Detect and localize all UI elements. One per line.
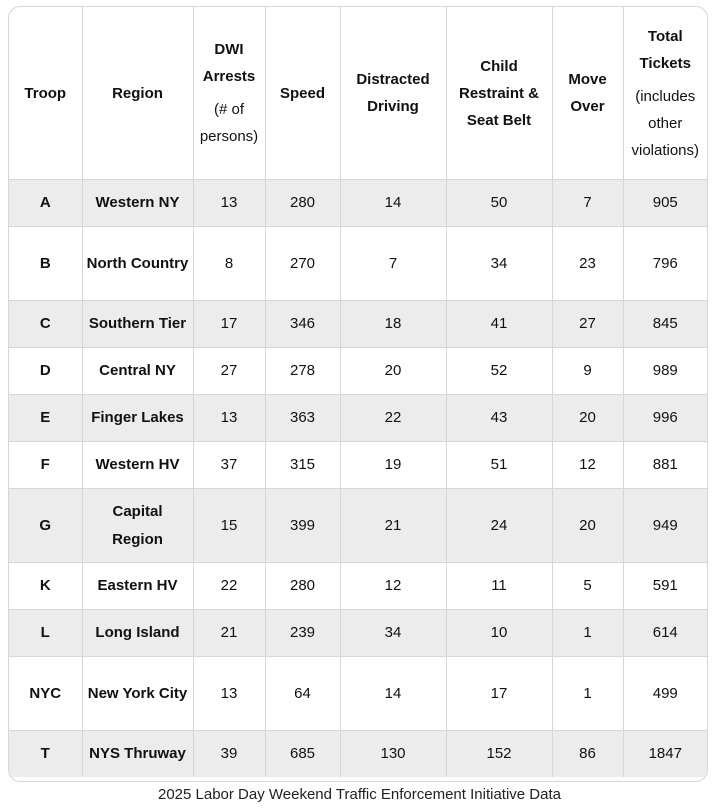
header-dwi-sub: (# of persons) xyxy=(199,101,259,145)
speed-cell: 64 xyxy=(265,657,340,731)
distracted-cell: 20 xyxy=(340,348,446,395)
troop-cell: T xyxy=(9,731,82,778)
move-over-cell: 20 xyxy=(552,395,623,442)
total-cell: 614 xyxy=(623,610,707,657)
dwi-cell: 17 xyxy=(193,301,265,348)
header-troop: Troop xyxy=(9,7,82,180)
move-over-cell: 9 xyxy=(552,348,623,395)
enforcement-table xyxy=(9,7,707,777)
child-restraint-cell: 17 xyxy=(446,657,552,731)
speed-cell: 280 xyxy=(265,180,340,227)
header-dwi-main: DWI Arrests xyxy=(202,41,256,85)
table-row xyxy=(9,395,707,442)
header-region: Region xyxy=(82,7,193,180)
distracted-cell: 19 xyxy=(340,442,446,489)
table-row xyxy=(9,563,707,610)
move-over-cell: 23 xyxy=(552,227,623,301)
table-row xyxy=(9,180,707,227)
total-cell: 499 xyxy=(623,657,707,731)
move-over-cell: 7 xyxy=(552,180,623,227)
child-restraint-cell: 51 xyxy=(446,442,552,489)
region-cell: North Country xyxy=(82,227,193,301)
table-row xyxy=(9,489,707,563)
child-restraint-cell: 24 xyxy=(446,489,552,563)
region-cell: New York City xyxy=(82,657,193,731)
child-restraint-cell: 10 xyxy=(446,610,552,657)
total-cell: 989 xyxy=(623,348,707,395)
distracted-cell: 7 xyxy=(340,227,446,301)
region-cell: NYS Thruway xyxy=(82,731,193,778)
header-total-tickets xyxy=(623,7,707,180)
dwi-cell: 13 xyxy=(193,180,265,227)
dwi-cell: 37 xyxy=(193,442,265,489)
header-distracted-driving: Distracted Driving xyxy=(340,7,446,180)
child-restraint-cell: 11 xyxy=(446,563,552,610)
child-restraint-cell: 43 xyxy=(446,395,552,442)
move-over-cell: 20 xyxy=(552,489,623,563)
troop-cell: L xyxy=(9,610,82,657)
child-restraint-cell: 152 xyxy=(446,731,552,778)
troop-cell: B xyxy=(9,227,82,301)
dwi-cell: 39 xyxy=(193,731,265,778)
region-cell: Western NY xyxy=(82,180,193,227)
distracted-cell: 18 xyxy=(340,301,446,348)
distracted-cell: 22 xyxy=(340,395,446,442)
total-cell: 949 xyxy=(623,489,707,563)
dwi-cell: 15 xyxy=(193,489,265,563)
speed-cell: 239 xyxy=(265,610,340,657)
move-over-cell: 1 xyxy=(552,657,623,731)
header-dwi-arrests xyxy=(193,7,265,180)
dwi-cell: 22 xyxy=(193,563,265,610)
total-cell: 996 xyxy=(623,395,707,442)
header-total-sub: (includes other violations) xyxy=(631,87,700,159)
distracted-cell: 14 xyxy=(340,180,446,227)
region-cell: Western HV xyxy=(82,442,193,489)
distracted-cell: 21 xyxy=(340,489,446,563)
table-row xyxy=(9,301,707,348)
dwi-cell: 27 xyxy=(193,348,265,395)
move-over-cell: 27 xyxy=(552,301,623,348)
region-cell: Central NY xyxy=(82,348,193,395)
total-cell: 591 xyxy=(623,563,707,610)
troop-cell: C xyxy=(9,301,82,348)
speed-cell: 270 xyxy=(265,227,340,301)
distracted-cell: 130 xyxy=(340,731,446,778)
troop-cell: K xyxy=(9,563,82,610)
troop-cell: NYC xyxy=(9,657,82,731)
total-cell: 905 xyxy=(623,180,707,227)
move-over-cell: 86 xyxy=(552,731,623,778)
troop-cell: A xyxy=(9,180,82,227)
total-cell: 1847 xyxy=(623,731,707,778)
troop-cell: E xyxy=(9,395,82,442)
table-row xyxy=(9,348,707,395)
region-cell: Finger Lakes xyxy=(82,395,193,442)
dwi-cell: 8 xyxy=(193,227,265,301)
header-speed: Speed xyxy=(265,7,340,180)
table-row xyxy=(9,657,707,731)
total-cell: 796 xyxy=(623,227,707,301)
region-cell: Long Island xyxy=(82,610,193,657)
total-cell: 845 xyxy=(623,301,707,348)
region-cell: Capital Region xyxy=(82,489,193,563)
troop-cell: D xyxy=(9,348,82,395)
move-over-cell: 1 xyxy=(552,610,623,657)
dwi-cell: 13 xyxy=(193,395,265,442)
region-cell: Southern Tier xyxy=(82,301,193,348)
table-row xyxy=(9,610,707,657)
speed-cell: 399 xyxy=(265,489,340,563)
distracted-cell: 12 xyxy=(340,563,446,610)
speed-cell: 685 xyxy=(265,731,340,778)
child-restraint-cell: 50 xyxy=(446,180,552,227)
table-caption: 2025 Labor Day Weekend Traffic Enforcement Initiative Data xyxy=(157,786,561,803)
speed-cell: 346 xyxy=(265,301,340,348)
move-over-cell: 12 xyxy=(552,442,623,489)
child-restraint-cell: 52 xyxy=(446,348,552,395)
troop-cell: F xyxy=(9,442,82,489)
header-child-restraint: Child Restraint & Seat Belt xyxy=(446,7,552,180)
table-row xyxy=(9,442,707,489)
header-row xyxy=(9,7,707,180)
move-over-cell: 5 xyxy=(552,563,623,610)
troop-cell: G xyxy=(9,489,82,563)
speed-cell: 278 xyxy=(265,348,340,395)
child-restraint-cell: 41 xyxy=(446,301,552,348)
total-cell: 881 xyxy=(623,442,707,489)
distracted-cell: 14 xyxy=(340,657,446,731)
table-row xyxy=(9,227,707,301)
enforcement-table-container xyxy=(8,6,708,782)
dwi-cell: 21 xyxy=(193,610,265,657)
header-move-over: Move Over xyxy=(552,7,623,180)
header-total-main: Total Tickets xyxy=(639,27,691,72)
distracted-cell: 34 xyxy=(340,610,446,657)
speed-cell: 280 xyxy=(265,563,340,610)
region-cell: Eastern HV xyxy=(82,563,193,610)
dwi-cell: 13 xyxy=(193,657,265,731)
speed-cell: 363 xyxy=(265,395,340,442)
speed-cell: 315 xyxy=(265,442,340,489)
table-row xyxy=(9,731,707,778)
child-restraint-cell: 34 xyxy=(446,227,552,301)
